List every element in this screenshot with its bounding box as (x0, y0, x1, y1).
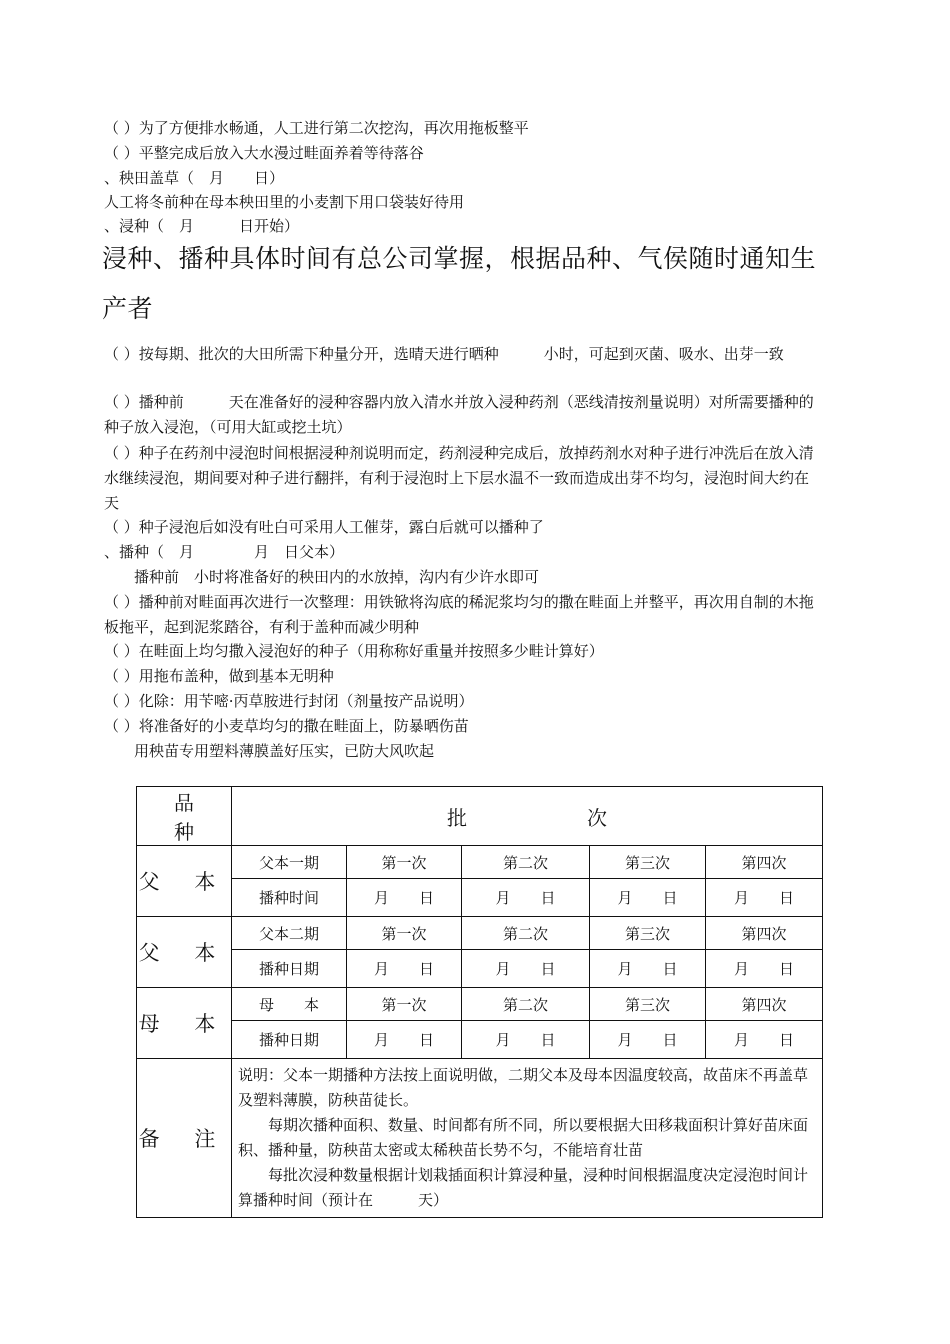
date-cell: 月 日 (706, 1021, 823, 1059)
table-row (137, 846, 823, 879)
step-line: （ ）化除：用苄嘧·丙草胺进行封闭（剂量按产品说明） (104, 692, 474, 710)
period-label: 母 本 (232, 988, 347, 1021)
table-row (137, 1021, 823, 1059)
notes-label: 备 注 (137, 1059, 232, 1218)
paragraph: 用秧苗专用塑料薄膜盖好压实，已防大风吹起 (104, 742, 435, 760)
step-line: （ ）将准备好的小麦草均匀的撒在畦面上，防暴晒伤苗 (104, 717, 469, 735)
batch-cell: 第二次 (462, 846, 590, 879)
note-paragraph: 每期次播种面积、数量、时间都有所不同，所以要根据大田移栽面积计算好苗床面积、播种量，防秧苗太密或太稀秧苗长势不匀，不能培育壮苗 (238, 1116, 809, 1159)
batch-cell: 第三次 (590, 917, 706, 950)
group-name: 母 本 (137, 988, 232, 1059)
date-cell: 月 日 (347, 1021, 462, 1059)
step-line: （ ）平整完成后放入大水漫过畦面养着等待落谷 (104, 144, 424, 162)
date-cell: 月 日 (590, 950, 706, 988)
table-row (137, 950, 823, 988)
batch-cell: 第四次 (706, 917, 823, 950)
notes-row (137, 1059, 823, 1218)
date-cell: 月 日 (347, 879, 462, 917)
notes-cell (232, 1059, 823, 1218)
step-line: （ ）在畦面上均匀撒入浸泡好的种子（用称称好重量并按照多少畦计算好） (104, 642, 604, 660)
header-variety: 品 种 (137, 787, 232, 846)
batch-cell: 第三次 (590, 988, 706, 1021)
date-label: 播种时间 (232, 879, 347, 917)
group-name: 父 本 (137, 846, 232, 917)
step-line: （ ）用拖布盖种，做到基本无明种 (104, 667, 334, 685)
period-label: 父本二期 (232, 917, 347, 950)
table-row (137, 917, 823, 950)
section-heading: 、播种（ 月 月 日父本） (104, 543, 345, 561)
header-batch: 批 次 (232, 787, 823, 846)
batch-cell: 第二次 (462, 917, 590, 950)
batch-cell: 第一次 (347, 988, 462, 1021)
emphasis-paragraph: 浸种、播种具体时间有总公司掌握，根据品种、气侯随时通知生产者 (102, 244, 817, 323)
paragraph: 播种前 小时将准备好的秧田内的水放掉，沟内有少许水即可 (104, 568, 540, 586)
sowing-schedule-table (136, 786, 823, 1218)
date-cell: 月 日 (590, 1021, 706, 1059)
date-cell: 月 日 (462, 879, 590, 917)
table-row (137, 879, 823, 917)
batch-cell: 第二次 (462, 988, 590, 1021)
step-line: （ ）种子在药剂中浸泡时间根据浸种剂说明而定，药剂浸种完成后，放掉药剂水对种子进行冲洗后在放入清水继续浸泡，期间要对种子进行翻拌，有利于浸泡时上下层水温不一致而造成出芽不均匀，浸泡时间大约在 天 (104, 444, 855, 512)
table-header-row (137, 787, 823, 846)
batch-cell: 第三次 (590, 846, 706, 879)
section-heading: 、浸种（ 月 日开始） (104, 217, 300, 235)
period-label: 父本一期 (232, 846, 347, 879)
table-row (137, 988, 823, 1021)
batch-cell: 第一次 (347, 846, 462, 879)
step-line: （ ）为了方便排水畅通，人工进行第二次挖沟，再次用拖板整平 (104, 119, 529, 137)
paragraph: 人工将冬前种在母本秧田里的小麦割下用口袋装好待用 (104, 193, 465, 211)
step-line: （ ）种子浸泡后如没有吐白可采用人工催芽，露白后就可以播种了 (104, 518, 544, 536)
batch-cell: 第一次 (347, 917, 462, 950)
note-paragraph: 每批次浸种数量根据计划栽插面积计算浸种量，浸种时间根据温度决定浸泡时间计算播种时间（预计在 天） (238, 1166, 809, 1209)
date-cell: 月 日 (706, 879, 823, 917)
step-line: （ ）按每期、批次的大田所需下种量分开，选晴天进行晒种 小时，可起到灭菌、吸水、出芽一致 (104, 345, 784, 363)
date-cell: 月 日 (347, 950, 462, 988)
section-heading: 、秧田盖草（ 月 日） (104, 169, 285, 187)
batch-cell: 第四次 (706, 988, 823, 1021)
date-cell: 月 日 (462, 1021, 590, 1059)
note-paragraph: 说明：父本一期播种方法按上面说明做，二期父本及母本因温度较高，故苗床不再盖草及塑料薄膜，防秧苗徒长。 (238, 1066, 809, 1109)
batch-cell: 第四次 (706, 846, 823, 879)
date-cell: 月 日 (706, 950, 823, 988)
date-cell: 月 日 (590, 879, 706, 917)
date-label: 播种日期 (232, 950, 347, 988)
step-line: （ ）播种前对畦面再次进行一次整理：用铁锨将沟底的稀泥浆均匀的撒在畦面上并整平，再次用自制的木拖板拖平，起到泥浆踏谷，有利于盖种而减少明种 (104, 593, 814, 636)
group-name: 父 本 (137, 917, 232, 988)
date-label: 播种日期 (232, 1021, 347, 1059)
date-cell: 月 日 (462, 950, 590, 988)
step-line: （ ）播种前 天在准备好的浸种容器内放入清水并放入浸种药剂（恶线清按剂量说明）对所需要播种的种子放入浸泡，（可用大缸或挖土坑） (104, 393, 814, 436)
